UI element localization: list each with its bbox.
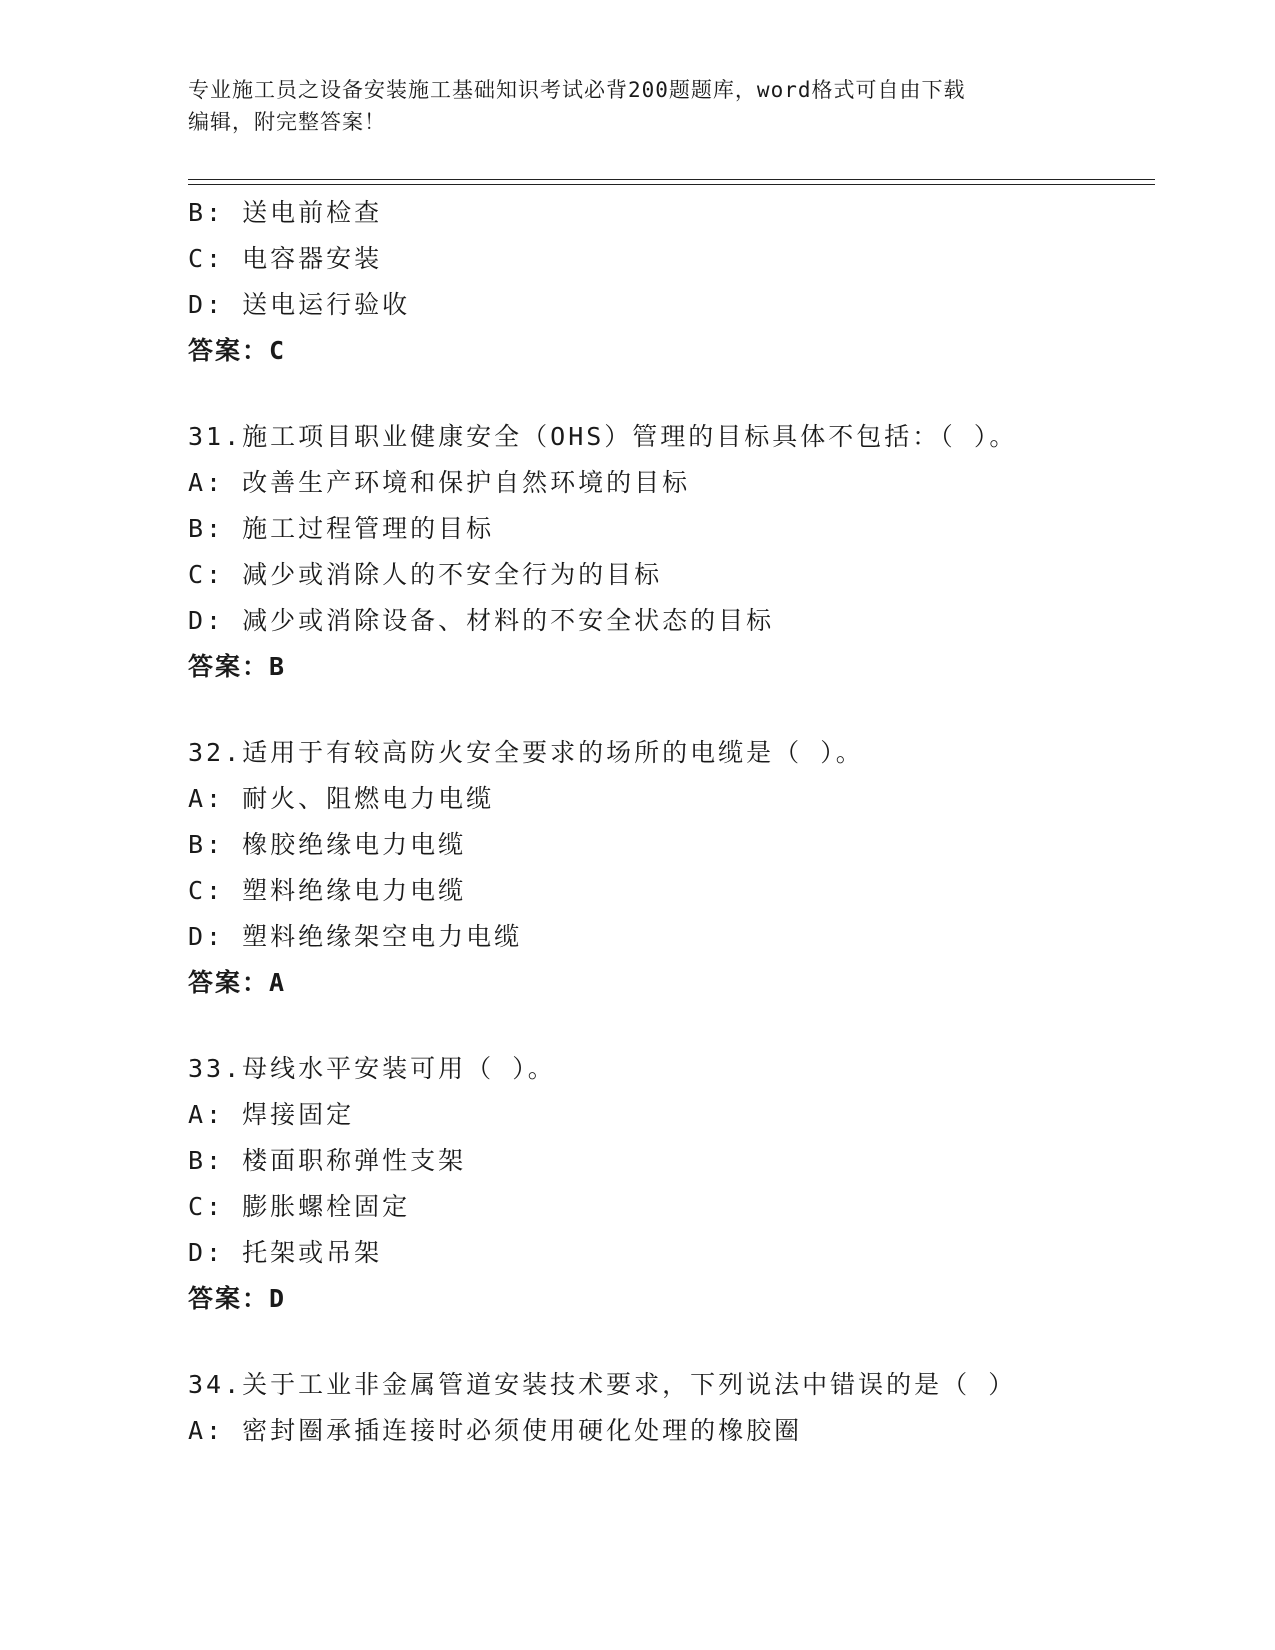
spacer	[188, 1006, 1148, 1046]
option-d: D: 塑料绝缘架空电力电缆	[188, 922, 523, 951]
question-stem: 32.适用于有较高防火安全要求的场所的电缆是（ ）。	[188, 738, 864, 767]
option-c: C: 塑料绝缘电力电缆	[188, 876, 467, 905]
option-b: B: 送电前检查	[188, 198, 383, 227]
question-stem: 34.关于工业非金属管道安装技术要求，下列说法中错误的是（ ）	[188, 1370, 1017, 1399]
option-a: A: 密封圈承插连接时必须使用硬化处理的橡胶圈	[188, 1416, 803, 1445]
option-b: B: 橡胶绝缘电力电缆	[188, 830, 467, 859]
header-line-2: 编辑，附完整答案！	[188, 110, 386, 134]
header-divider-bottom	[188, 184, 1155, 185]
question-34	[188, 1362, 1148, 1454]
option-b: B: 施工过程管理的目标	[188, 514, 495, 543]
question-list	[188, 190, 1148, 1454]
header-divider-top	[188, 179, 1155, 180]
spacer	[188, 690, 1148, 730]
answer: 答案：A	[188, 968, 287, 997]
document-header	[188, 74, 1088, 138]
answer: 答案：C	[188, 336, 287, 365]
option-a: A: 焊接固定	[188, 1100, 355, 1129]
header-line-1: 专业施工员之设备安装施工基础知识考试必背200题题库，word格式可自由下载	[188, 78, 966, 102]
question-31	[188, 414, 1148, 690]
spacer	[188, 374, 1148, 414]
option-b: B: 楼面职称弹性支架	[188, 1146, 467, 1175]
option-a: A: 改善生产环境和保护自然环境的目标	[188, 468, 691, 497]
option-a: A: 耐火、阻燃电力电缆	[188, 784, 495, 813]
answer: 答案：B	[188, 652, 287, 681]
option-c: C: 电容器安装	[188, 244, 383, 273]
option-c: C: 膨胀螺栓固定	[188, 1192, 411, 1221]
option-d: D: 送电运行验收	[188, 290, 411, 319]
question-33	[188, 1046, 1148, 1322]
question-stem: 31.施工项目职业健康安全（OHS）管理的目标具体不包括：（ ）。	[188, 422, 1018, 451]
option-d: D: 托架或吊架	[188, 1238, 383, 1267]
question-stem: 33.母线水平安装可用（ ）。	[188, 1054, 556, 1083]
option-c: C: 减少或消除人的不安全行为的目标	[188, 560, 663, 589]
option-d: D: 减少或消除设备、材料的不安全状态的目标	[188, 606, 775, 635]
question-32	[188, 730, 1148, 1006]
answer: 答案：D	[188, 1284, 287, 1313]
question-30-tail	[188, 190, 1148, 374]
spacer	[188, 1322, 1148, 1362]
